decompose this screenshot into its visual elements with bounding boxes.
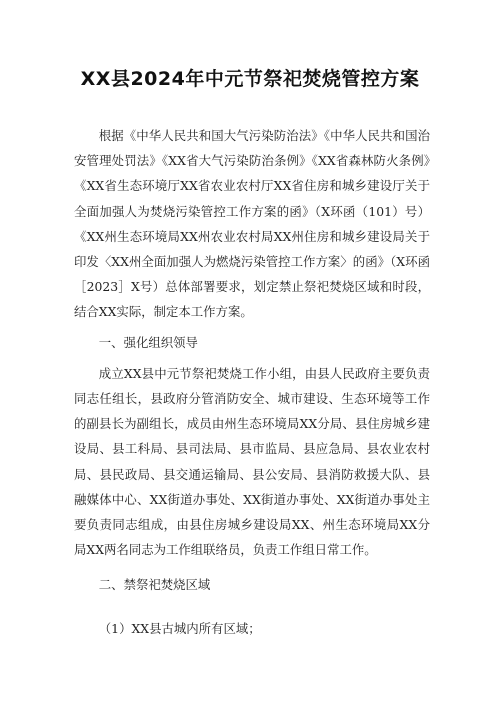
document-body [74,123,430,641]
document-title: XX县2024年中元节祭祀焚烧管控方案 [80,68,420,90]
list-item: （1）XX县古城内所有区域； [98,620,261,636]
intro-paragraph: 根据《中华人民共和国大气污染防治法》《中华人民共和国治安管理处罚法》《XX省大气污染防治条例》《XX省森林防火条例》《XX省生态环境厅XX省农业农村厅XX省住房和城乡建设厅关于全面加强人为焚烧污染管控工作方案的函》（X环函（101）号）《XX州生态环境局XX州农业农村局XX州住房和城乡建设局关于印发〈XX州全面加强人为燃烧污染管控工作方案〉的函》（X环函［2023］X号）总体部署要求，划定禁止祭祀焚烧区域和时段，结合XX实际，制定本工作方案。 [74,128,430,320]
section-heading-2: 二、禁祭祀焚烧区域 [98,577,211,593]
section-1-paragraph: 成立XX县中元节祭祀焚烧工作小组，由县人民政府主要负责同志任组长，县政府分管消防安全、城市建设、生态环境等工作的副县长为副组长，成员由州生态环境局XX分局、县住房城乡建设局、县工科局、县司法局、县市监局、县应急局、县农业农村局、县民政局、县交通运输局、县公安局、县消防救援大队、县融媒体中心、XX街道办事处、XX街道办事处、XX街道办事处主要负责同志组成，由县住房城乡建设局XX、州生态环境局XX分局XX两名同志为工作组联络员，负责工作组日常工作。 [74,365,430,558]
section-heading-1: 一、强化组织领导 [98,334,198,350]
